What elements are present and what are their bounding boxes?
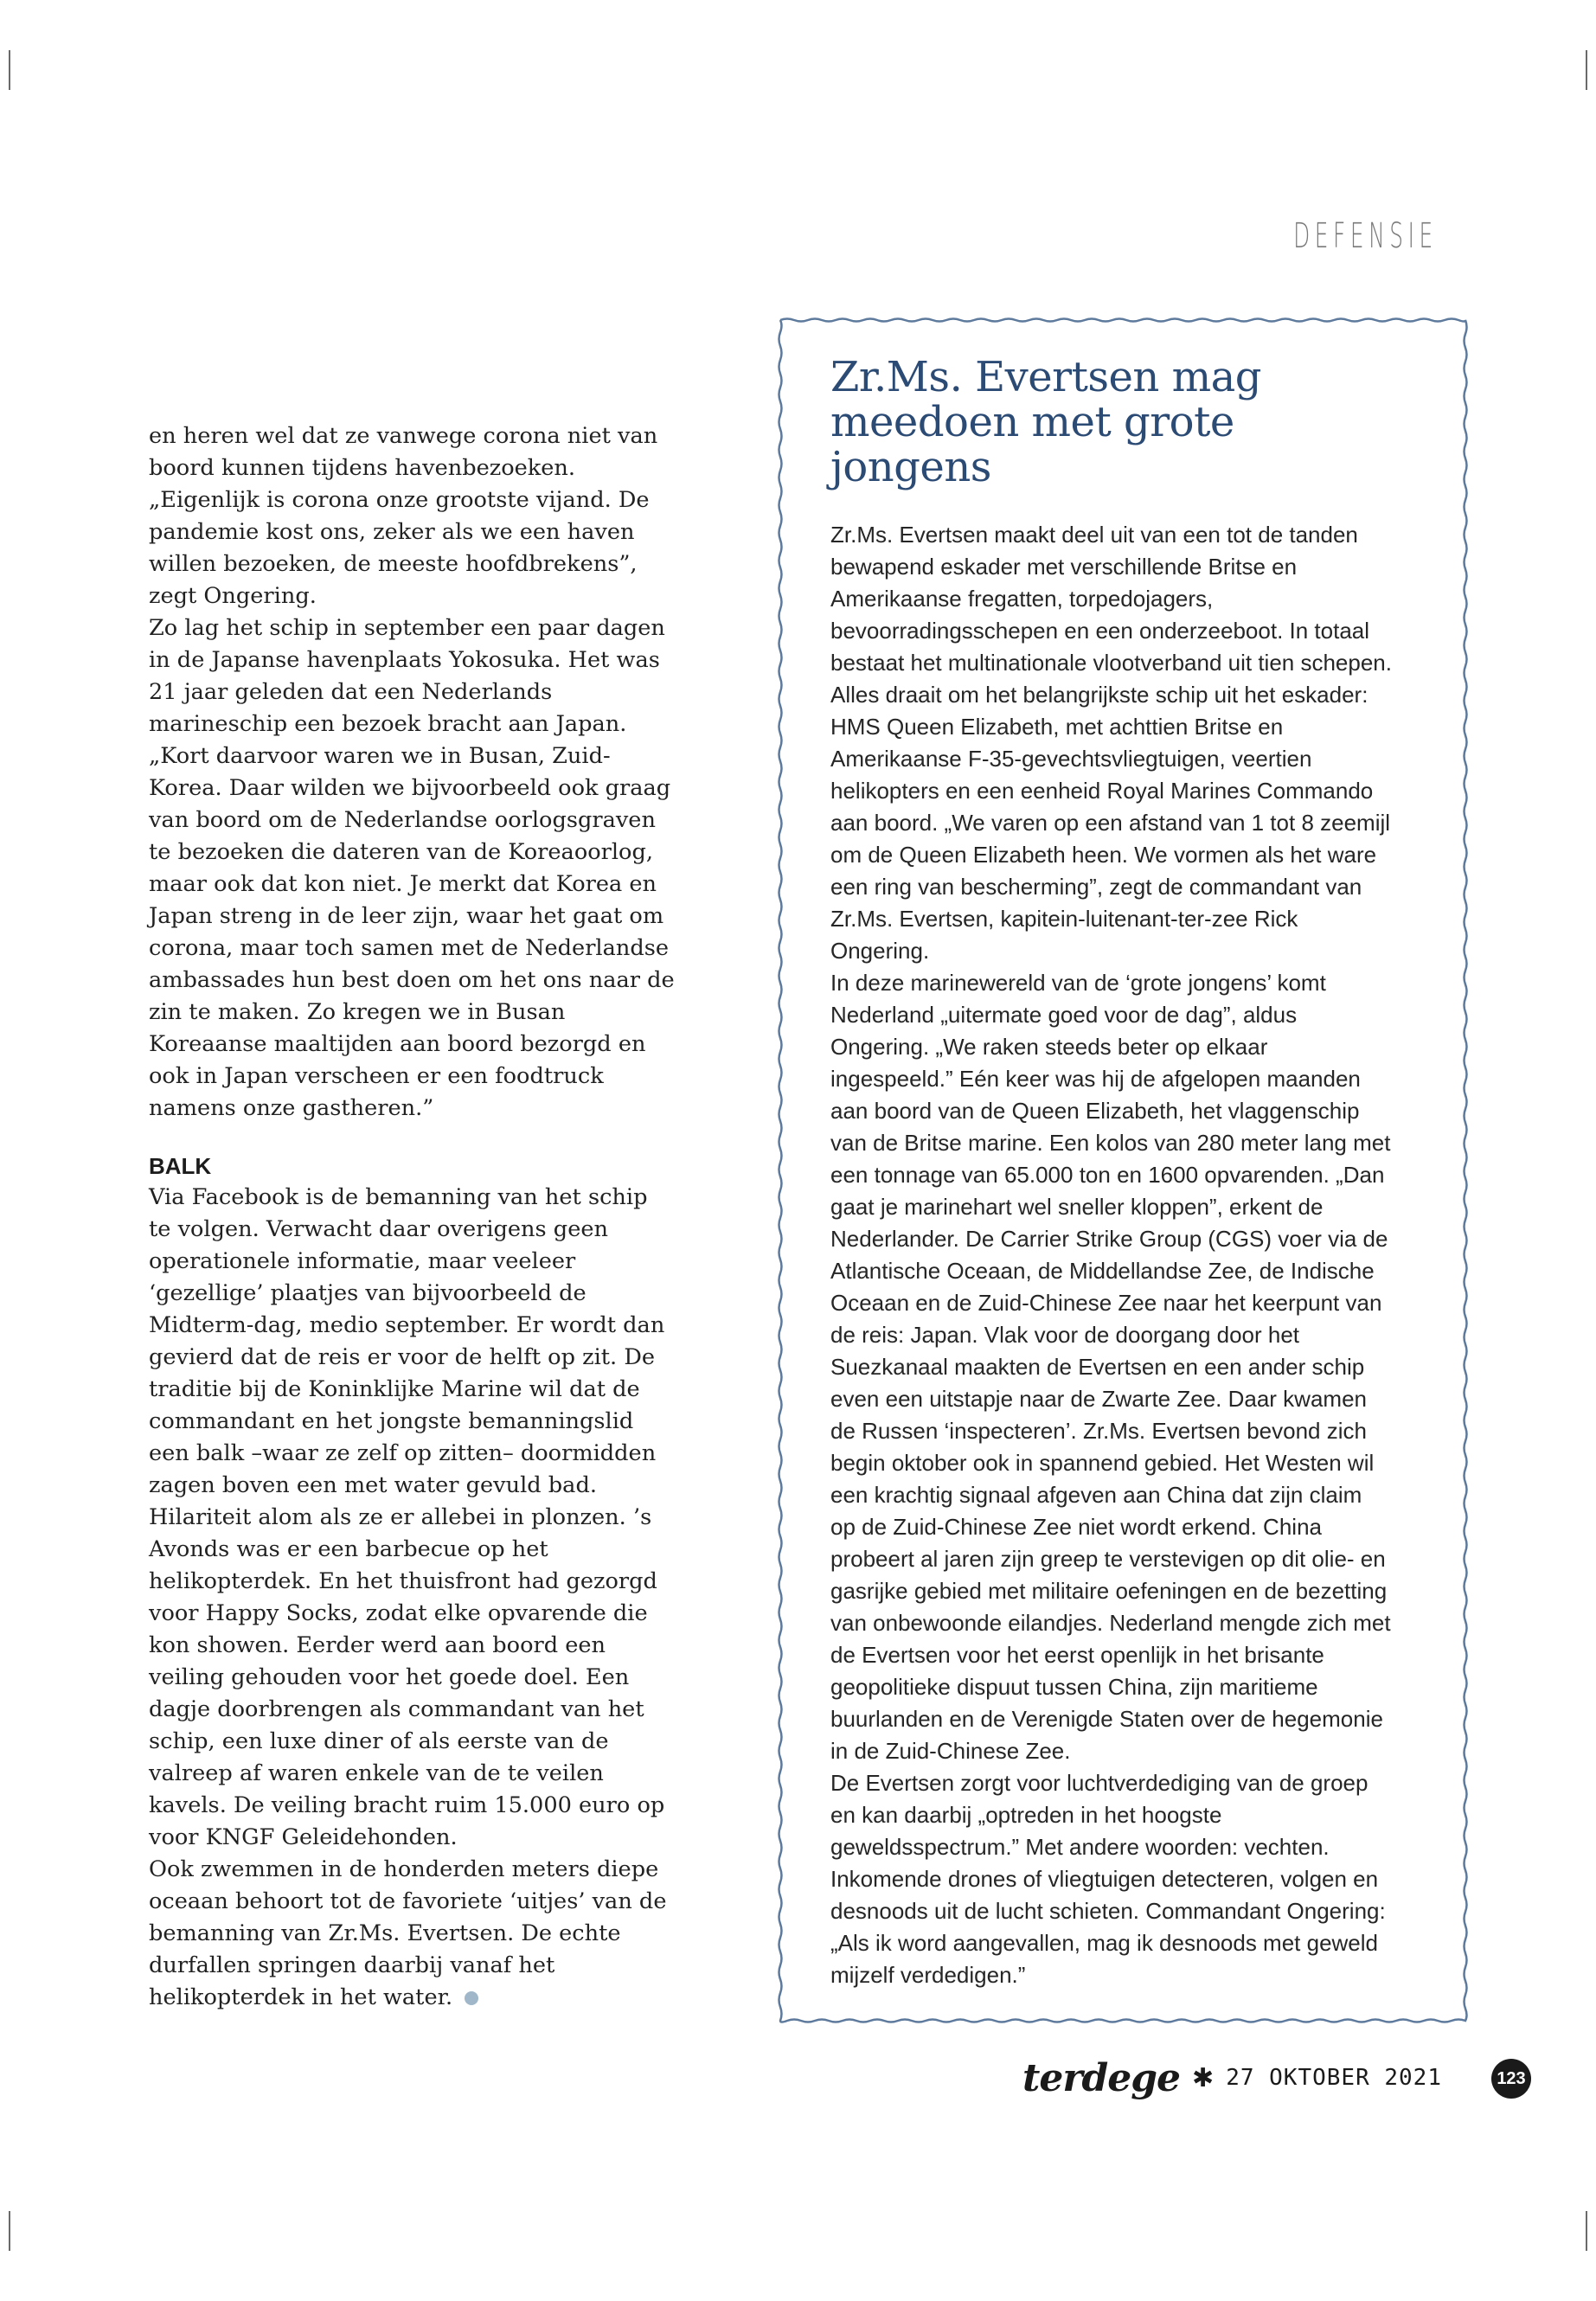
section-label: DEFENSIE [1293,216,1438,256]
page-footer [1022,2052,1442,2104]
article-subhead: BALK [149,1153,212,1179]
article-paragraph-last [149,1854,676,2014]
end-dot-icon [465,1991,478,2005]
article-column [149,420,676,2014]
page-number: 123 [1491,2059,1531,2099]
asterisk-icon: ✱ [1192,2062,1215,2093]
magazine-logo: terdege [1022,2055,1181,2100]
crop-mark-top-left [9,50,10,90]
crop-mark-bottom-right [1586,2211,1587,2251]
crop-mark-top-right [1586,50,1587,90]
article-paragraph: Zo lag het schip in september een paar dagen in de Japanse havenplaats Yokosuka. Het was 21 jaar geleden dat een Nederlands marineschip een bezoek bracht aan Japan. „Kort daarvoor waren we in Busan, Zuid-Korea. Daar wilden we bijvoorbeeld ook graag van boord om de Nederlandse oorlogsgraven te bezoeken die dateren van de Koreaoorlog, maar ook dat kon niet. Je merkt dat Korea en Japan streng in de leer zijn, waar het gaat om corona, maar toch samen met de Nederlandse ambassades hun best doen om het ons naar de zin te maken. Zo kregen we in Busan Koreaanse maaltijden aan boord bezorgd en ook in Japan verscheen er een foodtruck namens onze gastheren.” [149,615,675,1121]
sidebar-title: Zr.Ms. Evertsen mag meedoen met grote jongens [830,353,1261,491]
issue-date: 27 OKTOBER 2021 [1226,2065,1442,2091]
sidebar-paragraph: De Evertsen zorgt voor luchtverdediging van de groep en kan daarbij „optreden in het hoogste geweldsspectrum.” Met andere woorden: vechten. Inkomende drones of vliegtuigen detecteren, volgen en desnoods uit de lucht schieten. Commandant Ongering: „Als ik word aangevallen, mag ik desnoods met geweld mijzelf verdedigen.” [830,1770,1386,1988]
sidebar-body [830,519,1393,1991]
article-paragraph: Via Facebook is de bemanning van het schip te volgen. Verwacht daar overigens geen operationele informatie, maar veeleer ‘gezellige’ plaatjes van bijvoorbeeld de Midterm-dag, medio september. Er wordt dan gevierd dat de reis er voor de helft op zit. De traditie bij de Koninklijke Marine wil dat de commandant en het jongste bemanningslid een balk –waar ze zelf op zitten– doormidden zagen boven een met water gevuld bad. Hilariteit alom als ze er allebei in plonzen. ’s Avonds was er een barbecue op het helikopterdek. En het thuisfront had gezorgd voor Happy Socks, zodat elke opvarende die kon showen. Eerder werd aan boord een veiling gehouden voor het goede doel. Een dagje doorbrengen als commandant van het schip, een luxe diner of als eerste van de valreep af waren enkele van de te veilen kavels. De veiling bracht ruim 15.000 euro op voor KNGF Geleidehonden. [149,1184,665,1850]
sidebar-box [775,315,1471,2026]
sidebar-paragraph: In deze marinewereld van de ‘grote jongens’ komt Nederland „uitermate goed voor de dag”, aldus Ongering. „We raken steeds beter op elkaar ingespeeld.” Eén keer was hij de afgelopen maanden aan boord van de Queen Elizabeth, het vlaggenschip van de Britse marine. Een kolos van 280 meter lang met een tonnage van 65.000 ton en 1600 opvarenden. „Dan gaat je marinehart wel sneller kloppen”, erkent de Nederlander. De Carrier Strike Group (CGS) voer via de Atlantische Oceaan, de Middellandse Zee, de Indische Oceaan en de Zuid-Chinese Zee naar het keerpunt van de reis: Japan. Vlak voor de doorgang door het Suezkanaal maakten de Evertsen en een ander schip even een uitstapje naar de Zwarte Zee. Daar kwamen de Russen ‘inspecteren’. Zr.Ms. Evertsen bevond zich begin oktober ook in spannend gebied. Het Westen wil een krachtig signaal afgeven aan China dat zijn claim op de Zuid-Chinese Zee niet wordt erkend. China probeert al jaren zijn greep te verstevigen op dit olie- en gasrijke gebied met militaire oefeningen en de bezetting van onbewoonde eilandjes. Nederland mengde zich met de Evertsen voor het eerst openlijk in het brisante geopolitieke dispuut tussen China, zijn maritieme buurlanden en de Verenigde Staten over de hegemonie in de Zuid-Chinese Zee. [830,970,1391,1764]
article-paragraph: en heren wel dat ze vanwege corona niet van boord kunnen tijdens havenbezoeken. „Eigenlijk is corona onze grootste vijand. De pandemie kost ons, zeker als we een haven willen bezoeken, de meeste hoofdbrekens”, zegt Ongering. [149,423,658,609]
crop-mark-bottom-left [9,2211,10,2251]
article-paragraph-text: Ook zwemmen in de honderden meters diepe oceaan behoort tot de favoriete ‘uitjes’ van de bemanning van Zr.Ms. Evertsen. De echte durfallen springen daarbij vanaf het helikopterdek in het water. [149,1856,667,2010]
sidebar-paragraph: Zr.Ms. Evertsen maakt deel uit van een tot de tanden bewapend eskader met verschillende Britse en Amerikaanse fregatten, torpedojagers, bevoorradingsschepen en een onderzeeboot. In totaal bestaat het multinationale vlootverband uit tien schepen. Alles draait om het belangrijkste schip uit het eskader: HMS Queen Elizabeth, met achttien Britse en Amerikaanse F-35-gevechtsvliegtuigen, veertien helikopters en een eenheid Royal Marines Commando aan boord. „We varen op een afstand van 1 tot 8 zeemijl om de Queen Elizabeth heen. We vormen als het ware een ring van bescherming”, zegt de commandant van Zr.Ms. Evertsen, kapitein-luitenant-ter-zee Rick Ongering. [830,522,1392,964]
